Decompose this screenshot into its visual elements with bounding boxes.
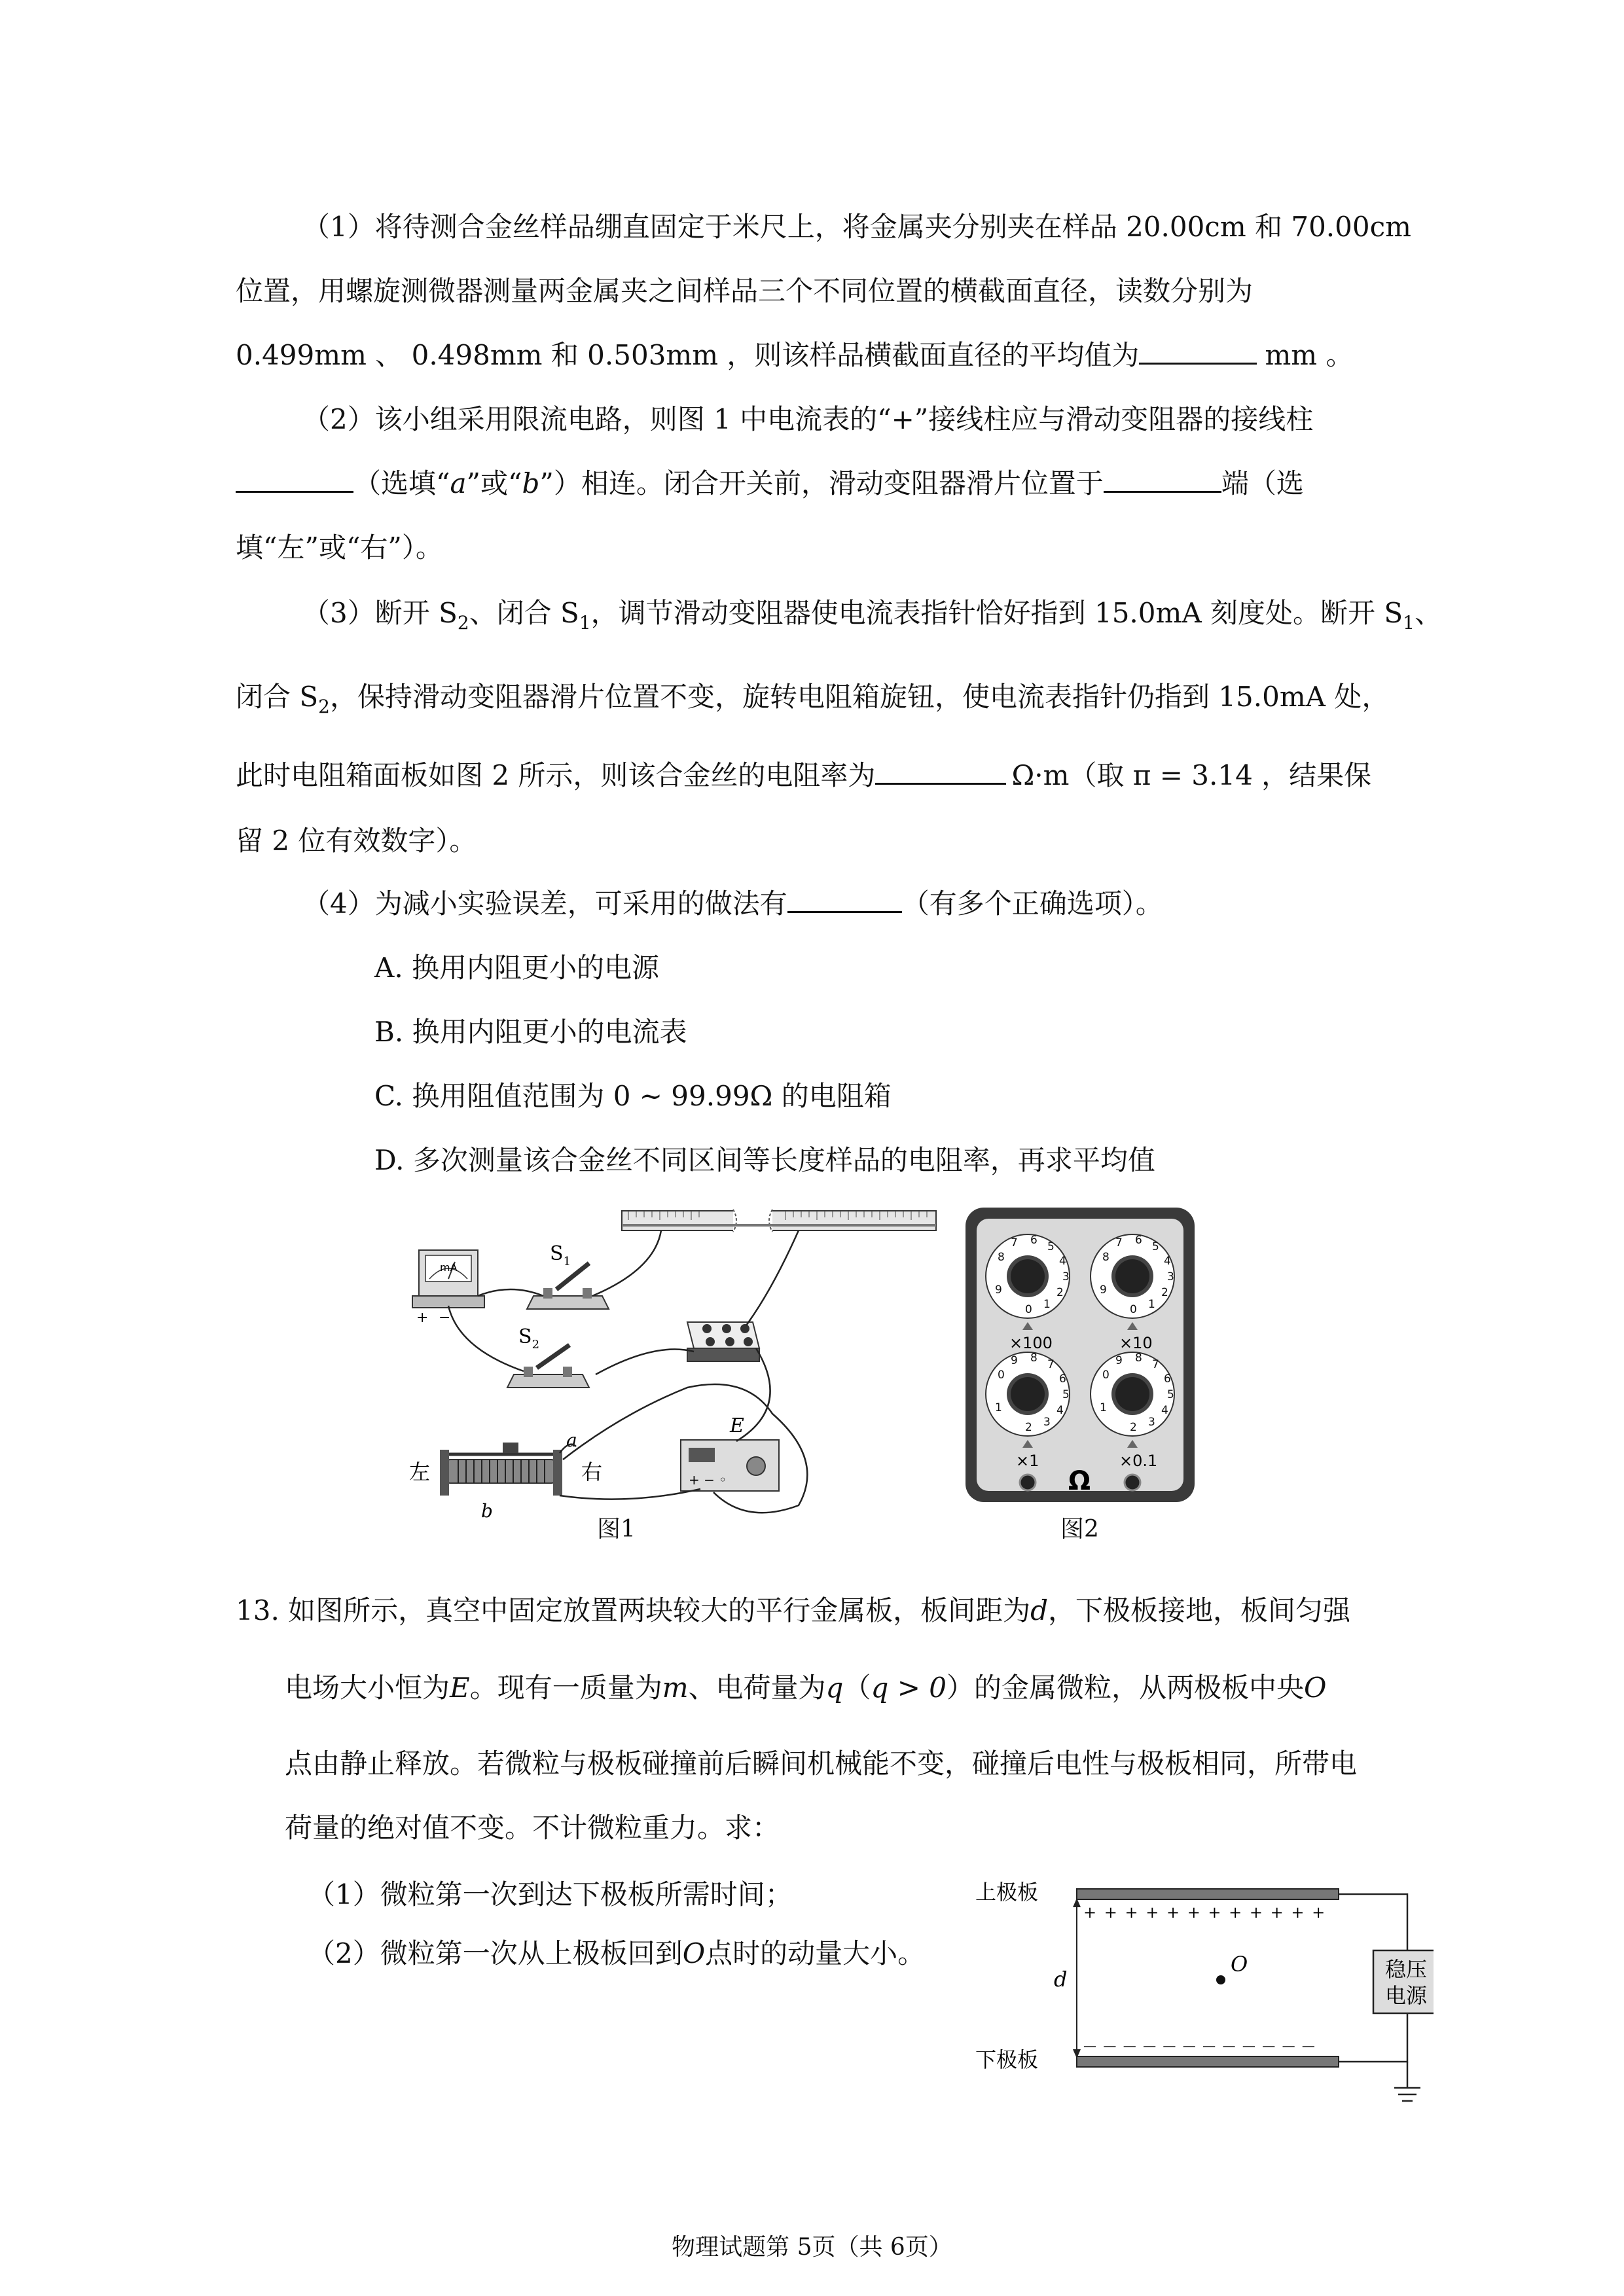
- q12-p3-text-b: 、闭合 S: [469, 597, 579, 629]
- lower-plate-label: 下极板: [975, 2047, 1039, 2072]
- terminal-right: [1125, 1475, 1140, 1490]
- q13-line1-a: 13. 如图所示，真空中固定放置两块较大的平行金属板，板间距为: [236, 1594, 1031, 1626]
- q13-line1: [236, 1594, 1350, 1627]
- answer-blank-resistivity[interactable]: [875, 759, 1006, 785]
- ammeter: [412, 1250, 484, 1326]
- figure-2-resistance-box: [962, 1204, 1198, 1505]
- q12-p3-text-c: ，调节滑动变阻器使电流表指针恰好指到 15.0mA 刻度处。断开 S: [590, 597, 1403, 629]
- q13-sub2-b: 点时的动量大小。: [705, 1937, 926, 1969]
- subscript-1b: 1: [1403, 612, 1415, 634]
- q12-p2-text-mid: ”或“: [466, 467, 522, 499]
- figure-1-circuit: [406, 1198, 956, 1525]
- multiplier-x0.1: ×0.1: [1119, 1452, 1158, 1470]
- switch-s2: [507, 1325, 589, 1388]
- q13-line1-b: ，下极板接地，板间匀强: [1048, 1594, 1351, 1626]
- option-a: A. 换用内阻更小的电源: [374, 952, 660, 984]
- rheostat-right-label: 右: [581, 1460, 603, 1484]
- terminal-a-label: a: [566, 1429, 577, 1451]
- q12-p1-line2: 位置，用螺旋测微器测量两金属夹之间样品三个不同位置的横截面直径，读数分别为: [236, 275, 1254, 307]
- q13-sub2-a: （2）微粒第一次从上极板回到: [308, 1937, 683, 1969]
- s1-label: $S_1$: [550, 1242, 571, 1268]
- figure-2-caption: 图2: [1060, 1516, 1099, 1543]
- meter-ruler: [622, 1207, 936, 1234]
- q12-p3-line3: [236, 759, 1371, 792]
- source-e-label: E: [730, 1414, 744, 1437]
- option-d: D. 多次测量该合金丝不同区间等长度样品的电阻率，再求平均值: [374, 1144, 1155, 1176]
- q12-p3-line2: [236, 681, 1389, 718]
- q12-p3-line2-b: ，保持滑动变阻器滑片位置不变，旋转电阻箱旋钮，使电流表指针仍指到 15.0mA 处，: [329, 681, 1390, 713]
- power-supply: [681, 1414, 779, 1491]
- upper-plate-label: 上极板: [975, 1880, 1039, 1905]
- plus-charges: + + + + + + + + + + + +: [1083, 1903, 1327, 1922]
- q13-line4: 荷量的绝对值不变。不计微粒重力。求：: [285, 1812, 780, 1844]
- option-b: B. 换用内阻更小的电流表: [374, 1016, 687, 1048]
- q12-p4-text-b: （有多个正确选项）。: [901, 888, 1163, 920]
- q13-line2-a: 电场大小恒为: [285, 1672, 450, 1704]
- svg-text:2345678901: 2 3456789 0 1: [1100, 1352, 1174, 1434]
- q12-p2-option-a: a: [450, 467, 467, 499]
- q12-p1-line1: （1）将待测合金丝样品绷直固定于米尺上，将金属夹分别夹在样品 20.00cm 和 70.00cm: [302, 211, 1411, 243]
- svg-text:2345678901: 2 3456789 0 1: [995, 1352, 1070, 1434]
- figure-3-parallel-plates: [975, 1872, 1434, 2108]
- q12-p3-line4: 留 2 位有效数字）。: [236, 825, 477, 857]
- rheostat-left-label: 左: [409, 1460, 431, 1484]
- answer-blank-terminal[interactable]: [236, 467, 353, 493]
- q12-p1-line3: [236, 339, 1353, 372]
- resistance-box-device: [687, 1322, 759, 1361]
- answer-blank-diameter[interactable]: [1139, 339, 1257, 365]
- q13-d: d: [1030, 1594, 1049, 1626]
- q12-p2-line2: [236, 467, 1304, 500]
- q12-p1-line3-unit: mm 。: [1265, 339, 1354, 371]
- supply-label-1: 稳压: [1385, 1957, 1428, 1982]
- q13-line3: 点由静止释放。若微粒与极板碰撞前后瞬间机械能不变，碰撞后电性与极板相同，所带电: [285, 1748, 1358, 1780]
- q12-p3-line1: [302, 597, 1442, 634]
- q12-p2-text-b: ”）相连。闭合开关前，滑动变阻器滑片位置于: [539, 467, 1104, 499]
- svg-text:0123456789: 0 1234567 8 9: [995, 1234, 1070, 1316]
- q12-p3-text-d: 、: [1414, 597, 1442, 629]
- multiplier-x1: ×1: [1016, 1452, 1039, 1470]
- q12-p2-line1: （2）该小组采用限流电路，则图 1 中电流表的“+”接线柱应与滑动变阻器的接线柱: [302, 403, 1314, 435]
- q12-p1-line3-text: 0.499mm 、 0.498mm 和 0.503mm ，则该样品横截面直径的平均值为: [236, 339, 1140, 371]
- subscript-2: 2: [457, 612, 469, 634]
- terminal-b-label: b: [481, 1500, 493, 1522]
- q12-p2-option-b: b: [522, 467, 540, 499]
- q12-p2-line3: 填“左”或“右”）。: [236, 531, 443, 564]
- q13-line2-d: （: [843, 1672, 871, 1704]
- subscript-1: 1: [579, 612, 591, 634]
- q13-sub2-O: O: [682, 1937, 706, 1969]
- q13-line2-c: 、电荷量为: [688, 1672, 826, 1704]
- q13-condition: q > 0: [871, 1672, 947, 1704]
- q12-p3-line2-a: 闭合 S: [236, 681, 319, 713]
- rheostat: [409, 1429, 602, 1522]
- supply-terminals: + − ◦: [689, 1472, 727, 1488]
- svg-text:0123456789: 0 1234567 8 9: [1100, 1234, 1174, 1316]
- point-o: [1216, 1975, 1225, 1984]
- q12-p3-line3-a: 此时电阻箱面板如图 2 所示，则该合金丝的电阻率为: [236, 759, 876, 791]
- q12-p3-text-a: （3）断开 S: [302, 597, 458, 629]
- switch-s1: [527, 1242, 609, 1309]
- ammeter-label: mA: [440, 1261, 458, 1274]
- q12-p3-line3-b: Ω·m（取 π = 3.14 ，结果保: [1011, 759, 1372, 791]
- q12-p2-text-c: 端（选: [1221, 467, 1304, 499]
- answer-blank-slider[interactable]: [1104, 467, 1221, 493]
- ammeter-plus: +: [416, 1310, 429, 1326]
- q13-q: q: [825, 1672, 844, 1704]
- distance-d-label: d: [1054, 1967, 1068, 1992]
- answer-blank-options[interactable]: [787, 888, 902, 913]
- q13-O: O: [1303, 1672, 1327, 1704]
- upper-plate: [1077, 1889, 1339, 1899]
- multiplier-x100: ×100: [1009, 1334, 1053, 1352]
- supply-label-2: 电源: [1385, 1983, 1428, 2008]
- point-o-label: O: [1231, 1952, 1248, 1977]
- q13-sub1: （1）微粒第一次到达下极板所需时间；: [308, 1878, 793, 1910]
- q13-E: E: [450, 1672, 470, 1704]
- multiplier-x10: ×10: [1119, 1334, 1153, 1352]
- lower-plate: [1077, 2056, 1339, 2067]
- q12-p4-text-a: （4）为减小实验误差，可采用的做法有: [302, 888, 787, 920]
- q13-line2-e: ）的金属微粒，从两极板中央: [946, 1672, 1304, 1704]
- ohm-symbol: Ω: [1068, 1466, 1091, 1496]
- page-footer: 物理试题第 5页（共 6页）: [672, 2234, 952, 2261]
- ammeter-minus: −: [439, 1310, 451, 1326]
- q13-sub2: [308, 1937, 925, 1970]
- q13-m: m: [662, 1672, 689, 1704]
- q12-p2-text-a: （选填“: [353, 467, 450, 499]
- q12-p4-line1: [302, 888, 1163, 920]
- subscript-2b: 2: [318, 696, 330, 717]
- q13-line2: [285, 1672, 1326, 1704]
- q13-line2-b: 。现有一质量为: [469, 1672, 662, 1704]
- terminal-left: [1020, 1475, 1036, 1490]
- s2-label: $S_2$: [518, 1325, 540, 1352]
- minus-charges: — — — — — — — — — — — —: [1083, 2037, 1316, 2053]
- figure-1-caption: 图1: [597, 1516, 636, 1543]
- option-c: C. 换用阻值范围为 0 ~ 99.99Ω 的电阻箱: [374, 1080, 892, 1112]
